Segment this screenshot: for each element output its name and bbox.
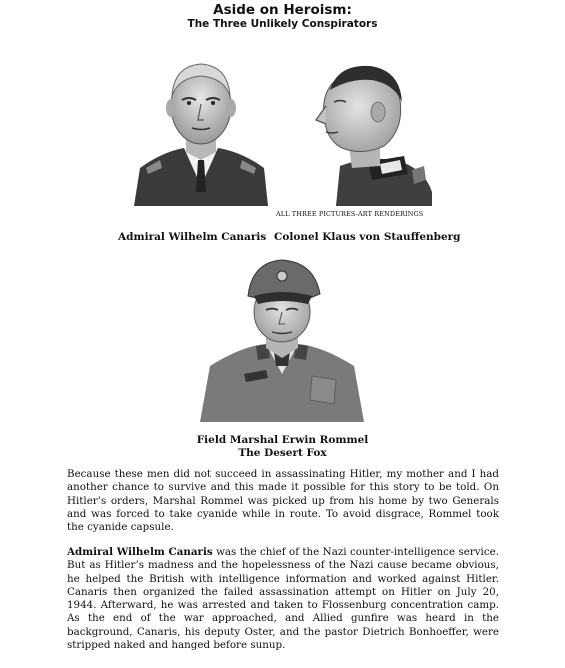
paragraph-canaris [67,546,499,652]
caption-rommel-name: Field Marshal Erwin Rommel [196,434,369,446]
page-title: Aside on Heroism: [213,2,352,18]
page-subtitle: The Three Unlikely Conspirators [187,18,378,30]
stauffenberg-portrait [296,56,434,206]
art-rendering-note: ALL THREE PICTURES-ART RENDERINGS [276,210,424,218]
caption-rommel-nickname: The Desert Fox [238,447,327,459]
caption-canaris: Admiral Wilhelm Canaris [118,231,267,243]
caption-stauffenberg: Colonel Klaus von Stauffenberg [274,231,461,243]
canaris-portrait [132,56,270,206]
paragraph-canaris-lead: Admiral Wilhelm Canaris [67,546,213,558]
paragraph-intro: Because these men did not succeed in assassinating Hitler, my mother and I had another chance to survive and this made it possible for this story to be told. On Hitler’s orders, Marshal Rommel was picked up from his home by two Generals and was forced to take cyanide while in route. To avoid disgrace, Rommel took the cyanide capsule. [67,468,499,534]
paragraph-canaris-body: was the chief of the Nazi counter-intelligence service. But as Hitler’s madness and the hopelessness of the Nazi cause became obvious, he helped the British with intelligence information and worked against Hitler. Canaris then organized the failed assassination attempt on Hitler on July 20, 1944. Afterward, he was arrested and taken to Flossenburg concentration camp. As the end of the war approached, and Allied gunfire was heard in the background, Canaris, his deputy Oster, and the pastor Dietrich Bonhoeffer, were stripped naked and hanged before sunup. [67,546,499,652]
rommel-portrait [196,254,368,424]
